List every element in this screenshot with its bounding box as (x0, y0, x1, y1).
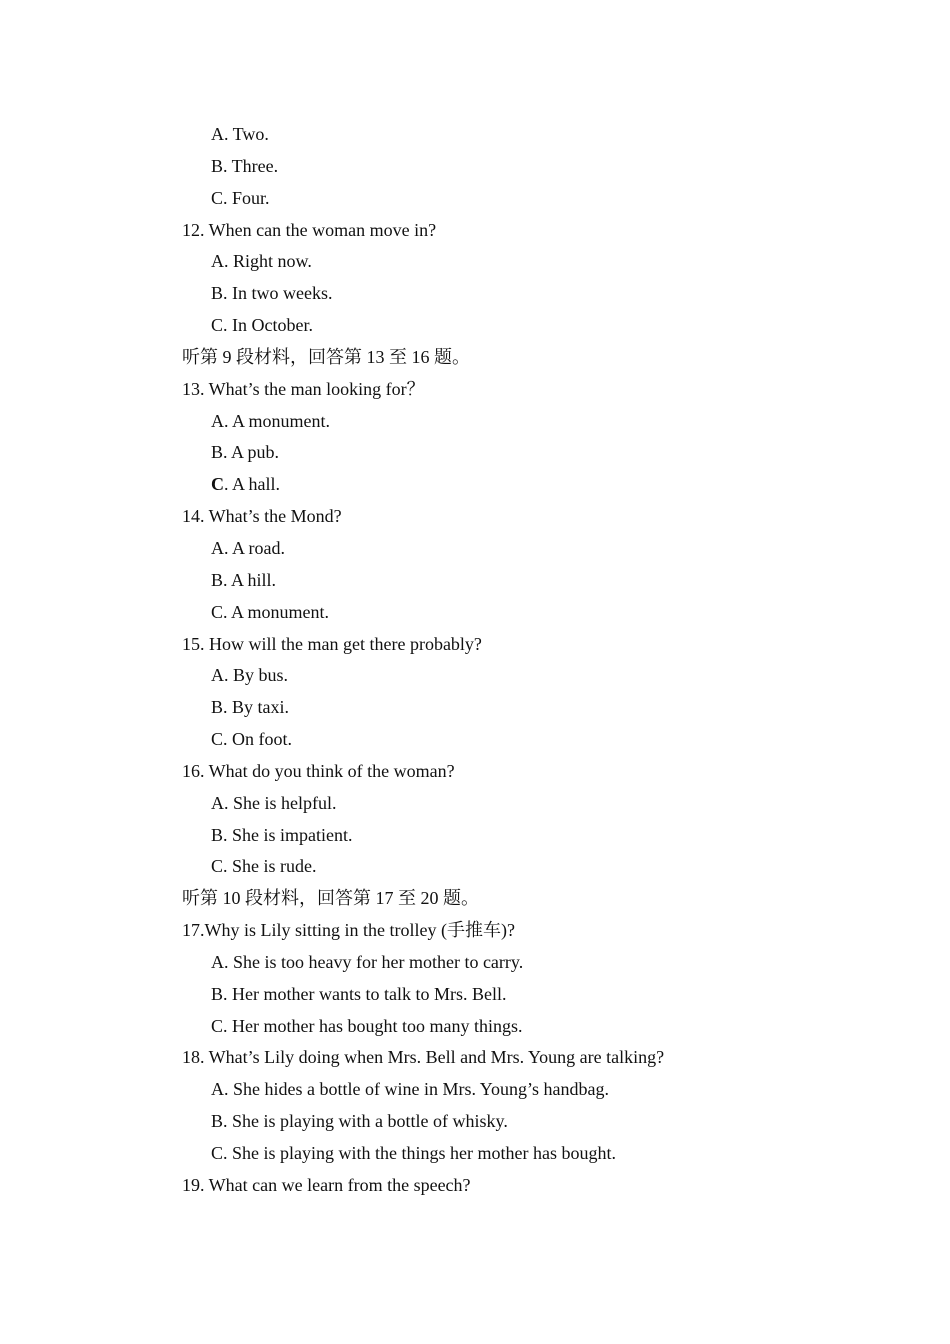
q12-question: 12. When can the woman move in? (182, 219, 437, 240)
q13-question: 13. What’s the man looking for？ (182, 378, 425, 399)
q14-question: 14. What’s the Mond? (182, 506, 342, 527)
q19-question: 19. What can we learn from the speech? (182, 1174, 471, 1195)
q17-question: 17.Why is Lily sitting in the trolley (手推车)? (182, 920, 515, 941)
q11-option-c: C. Four. (211, 187, 270, 208)
q16-option-b: B. She is impatient. (211, 824, 353, 845)
q17-option-c: C. Her mother has bought too many things. (211, 1015, 523, 1036)
q15-option-b: B. By taxi. (211, 697, 290, 718)
section-10-instruction: 听第 10 段材料，回答第 17 至 20 题。 (182, 888, 479, 909)
q16-question: 16. What do you think of the woman? (182, 760, 455, 781)
q14-option-a: A. A road. (211, 537, 285, 558)
q13-option-c-letter: C (211, 474, 224, 495)
q11-option-a: A. Two. (211, 124, 269, 144)
q18-question: 18. What’s Lily doing when Mrs. Bell and Mrs. Young are talking? (182, 1047, 665, 1068)
q16-option-c: C. She is rude. (211, 856, 317, 877)
q12-option-b: B. In two weeks. (211, 283, 333, 304)
q15-option-c: C. On foot. (211, 729, 292, 750)
q18-option-a: A. She hides a bottle of wine in Mrs. Young’s handbag. (211, 1079, 609, 1100)
q11-option-b: B. Three. (211, 155, 279, 176)
document-page (0, 119, 950, 1202)
q18-option-b: B. She is playing with a bottle of whisky. (211, 1111, 508, 1132)
q13-option-b: B. A pub. (211, 442, 280, 463)
q16-option-a: A. She is helpful. (211, 792, 337, 813)
q15-option-a: A. By bus. (211, 665, 289, 686)
q18-option-c: C. She is playing with the things her mother has bought. (211, 1143, 616, 1163)
section-9-instruction: 听第 9 段材料，回答第 13 至 16 题。 (182, 346, 470, 367)
q14-option-c: C. A monument. (211, 601, 330, 622)
q17-option-a: A. She is too heavy for her mother to carry. (211, 951, 524, 972)
q15-question: 15. How will the man get there probably? (182, 633, 482, 654)
q17-option-b: B. Her mother wants to talk to Mrs. Bell. (211, 983, 507, 1004)
q13-option-a: A. A monument. (211, 410, 331, 431)
q12-option-a: A. Right now. (211, 251, 312, 272)
q14-option-b: B. A hill. (211, 569, 277, 590)
q13-option-c (0, 469, 950, 501)
q12-option-c: C. In October. (211, 315, 313, 336)
q13-option-c-text: . A hall. (224, 474, 281, 495)
